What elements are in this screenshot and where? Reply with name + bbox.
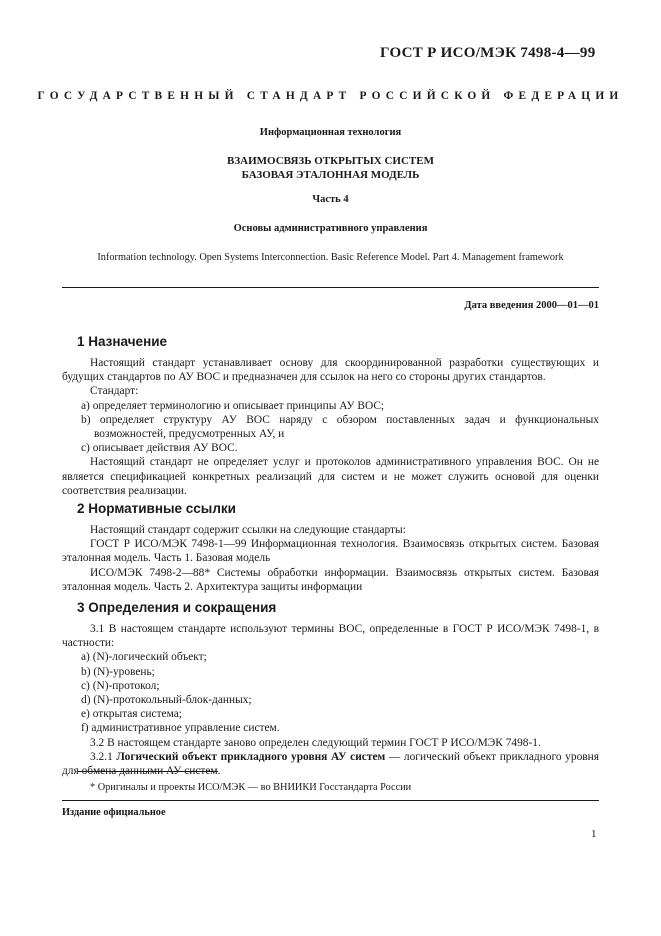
section-1-body bbox=[62, 356, 599, 498]
edition-label: Издание официальное bbox=[62, 807, 166, 818]
topic-title: Информационная технология bbox=[259, 127, 402, 138]
subtitle: Основы административного управления bbox=[233, 223, 428, 234]
list-item: a) определяет терминологию и описывает принципы АУ ВОС; bbox=[81, 399, 385, 412]
footer-divider bbox=[62, 800, 599, 801]
section-3-body bbox=[62, 622, 599, 778]
state-standard-title: ГОСУДАРСТВЕННЫЙ СТАНДАРТ РОССИЙСКОЙ ФЕДЕРАЦИИ bbox=[37, 90, 624, 102]
introduction-date: Дата введения 2000—01—01 bbox=[464, 300, 599, 311]
part-title: Часть 4 bbox=[312, 194, 349, 205]
page-number: 1 bbox=[591, 828, 597, 840]
definition-text: — логический объект прикладного уровня для обмена данными АУ систем. bbox=[62, 750, 599, 778]
section-1-paragraph: Стандарт: bbox=[90, 385, 139, 398]
term-item: c) (N)-протокол; bbox=[81, 679, 160, 692]
main-title-line1: ВЗАИМОСВЯЗЬ ОТКРЫТЫХ СИСТЕМ bbox=[227, 155, 434, 167]
header-divider bbox=[62, 287, 599, 288]
main-title-line2: БАЗОВАЯ ЭТАЛОННАЯ МОДЕЛЬ bbox=[241, 169, 420, 181]
definition-number: 3.2.1 bbox=[90, 750, 113, 763]
section-2-body bbox=[62, 523, 599, 594]
list-item: c) описывает действия АУ ВОС. bbox=[81, 442, 238, 455]
reference-item: ИСО/МЭК 7498-2—88* Системы обработки информации. Взаимосвязь открытых систем. Базовая эталонная модель. Часть 2. Архитектура защиты информации bbox=[62, 566, 599, 593]
main-title bbox=[0, 154, 661, 182]
term-item: d) (N)-протокольный-блок-данных; bbox=[81, 694, 252, 707]
term-item: b) (N)-уровень; bbox=[81, 665, 155, 678]
section-1-heading: 1 Назначение bbox=[77, 334, 168, 349]
term-item: e) открытая система; bbox=[81, 708, 182, 721]
section-3-heading: 3 Определения и сокращения bbox=[77, 600, 277, 615]
term-item: f) административное управление систем. bbox=[81, 722, 280, 735]
english-title: Information technology. Open Systems Interconnection. Basic Reference Model. Part 4. Management framework bbox=[97, 252, 564, 263]
section-3-paragraph: 3.1 В настоящем стандарте используют термины ВОС, определенные в ГОСТ Р ИСО/МЭК 7498-1, в частности: bbox=[62, 623, 599, 650]
section-2-heading: 2 Нормативные ссылки bbox=[77, 501, 236, 516]
section-1-paragraph: Настоящий стандарт не определяет услуг и протоколов административного управления ВОС. Он не является спецификацией конкретных реализаций для систем и не может служить основой для оценки соответствия реализации. bbox=[62, 456, 599, 497]
document-code: ГОСТ Р ИСО/МЭК 7498-4—99 bbox=[380, 45, 596, 61]
list-item: b) определяет структуру АУ ВОС наряду с обзором поставленных задач и функциональных возможностей, предусмотренных АУ, и bbox=[81, 413, 599, 441]
section-2-paragraph: Настоящий стандарт содержит ссылки на следующие стандарты: bbox=[90, 524, 406, 536]
definition-term: Логический объект прикладного уровня АУ систем bbox=[116, 750, 386, 763]
section-3-paragraph: 3.2 В настоящем стандарте заново определен следующий термин ГОСТ Р ИСО/МЭК 7498-1. bbox=[90, 736, 541, 749]
definition-paragraph bbox=[62, 750, 599, 778]
section-1-paragraph: Настоящий стандарт устанавливает основу для скоординированной разработки существующих и будущих стандартов по АУ ВОС и предназначен для ссылок на него со стороны других стандартов. bbox=[62, 357, 599, 384]
reference-item: ГОСТ Р ИСО/МЭК 7498-1—99 Информационная технология. Взаимосвязь открытых систем. Базовая эталонная модель. Часть 1. Базовая модель bbox=[62, 538, 599, 565]
footnote: * Оригиналы и проекты ИСО/МЭК — во ВНИИКИ Госстандарта России bbox=[90, 782, 412, 793]
term-item: a) (N)-логический объект; bbox=[81, 651, 207, 664]
footnote-divider bbox=[78, 771, 218, 772]
